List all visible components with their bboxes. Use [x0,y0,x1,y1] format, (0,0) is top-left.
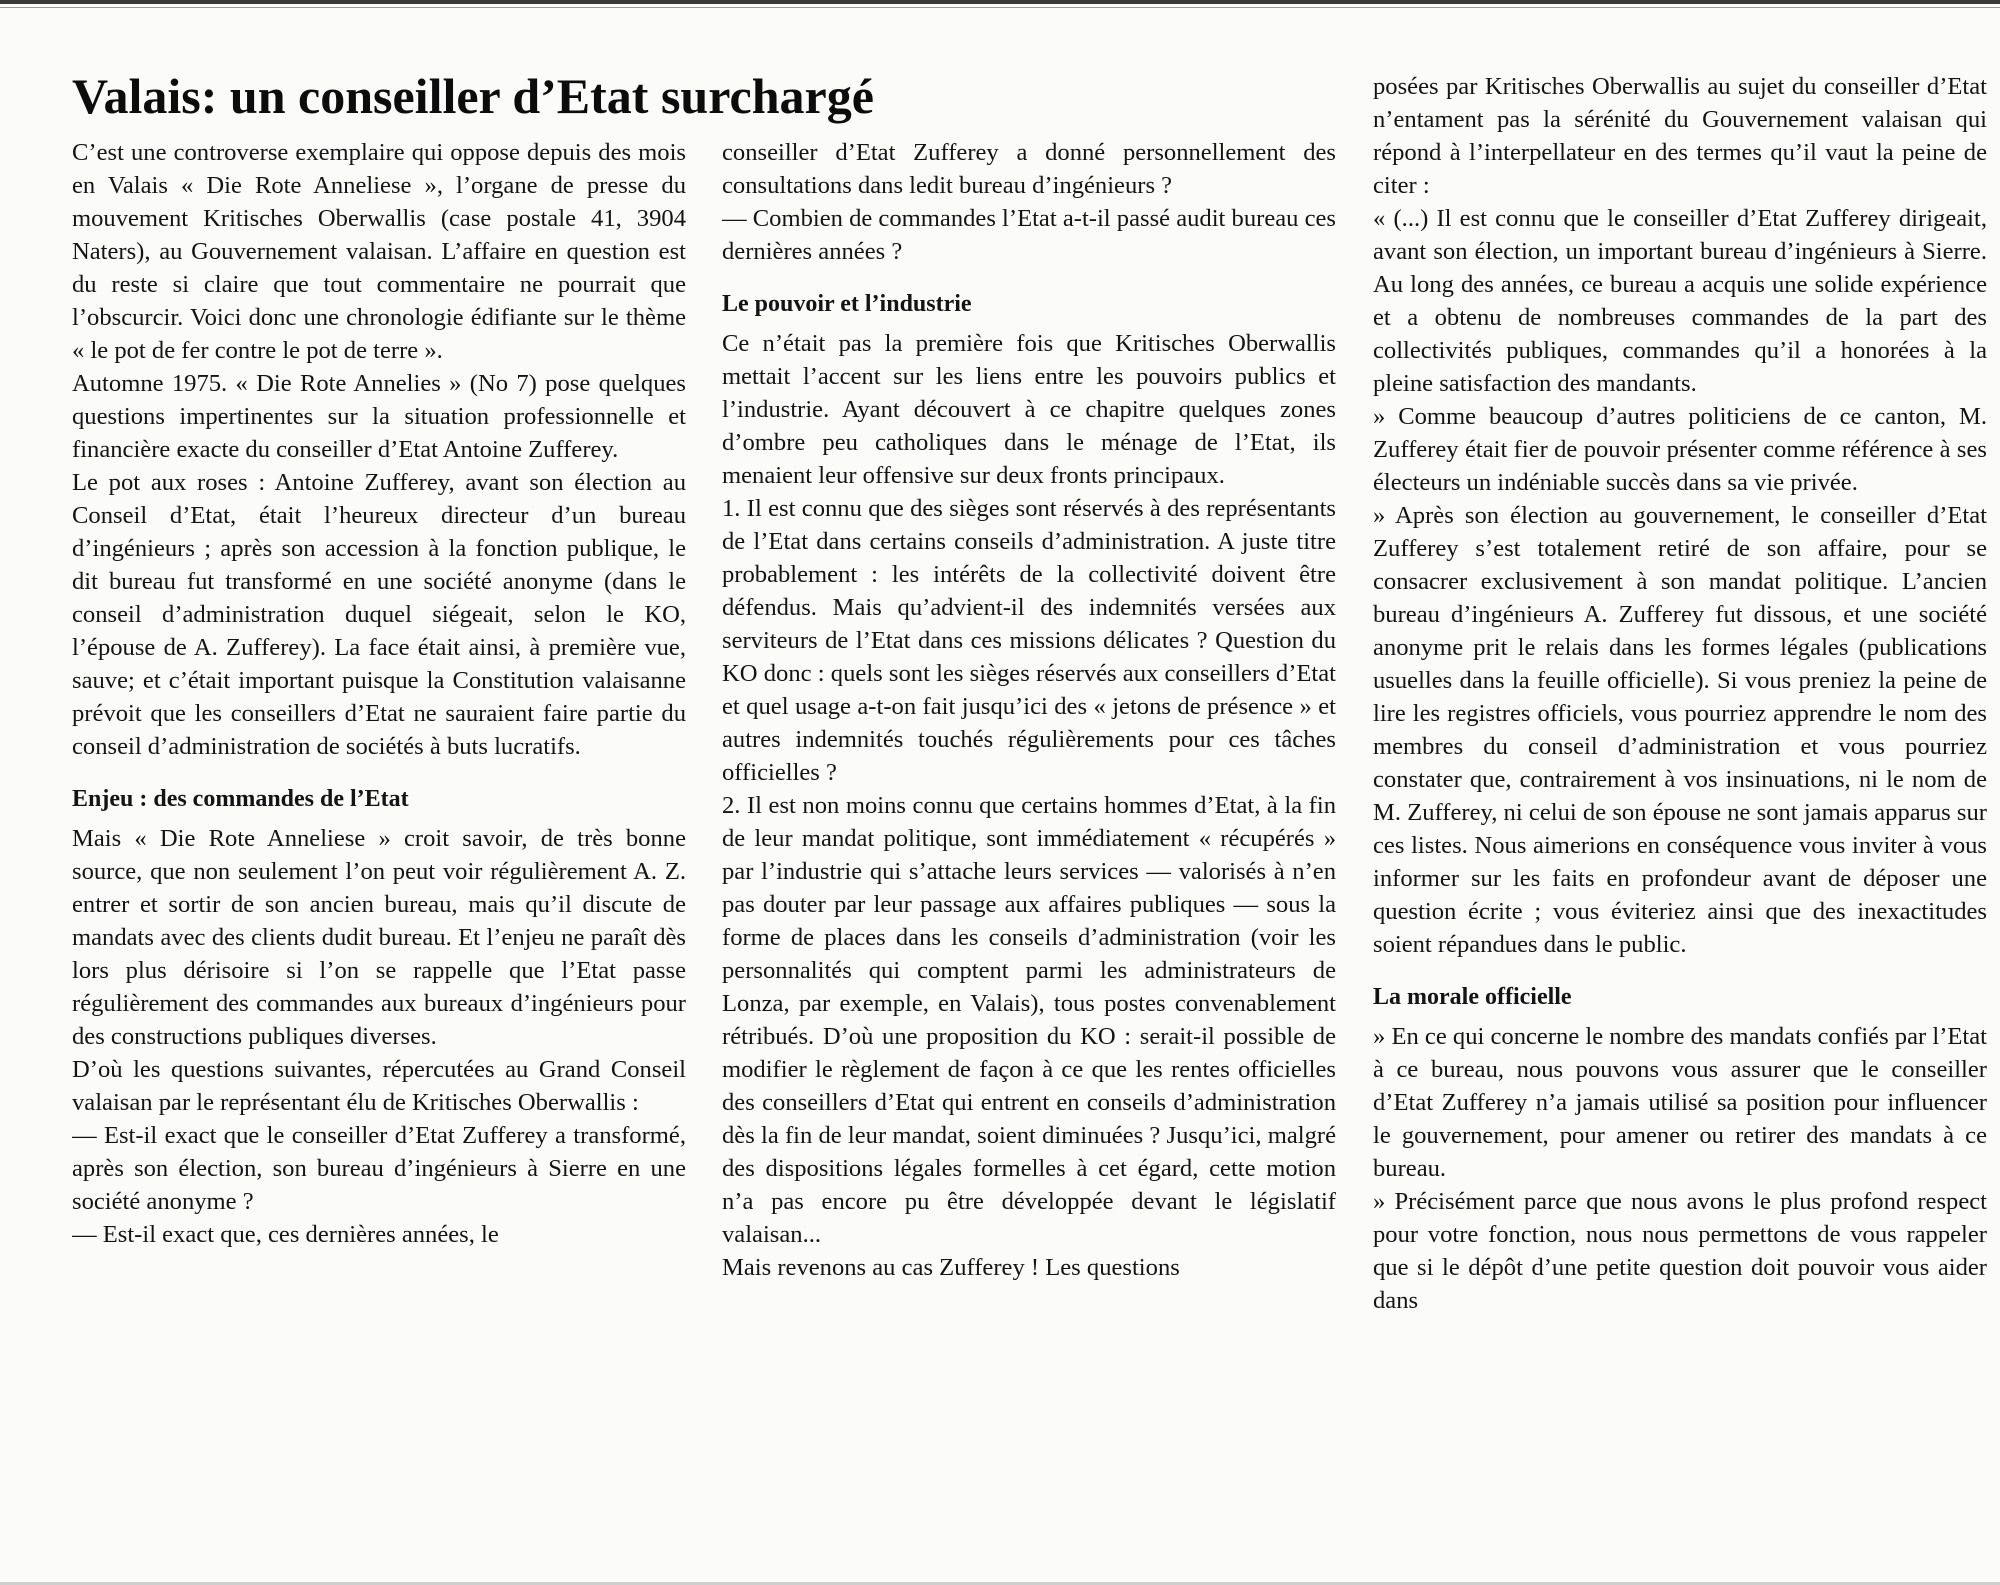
paragraph: Le pot aux roses : Antoine Zufferey, avant son élection au Conseil d’Etat, était l’heureux directeur d’un bureau d’ingénieurs ; après son accession à la fonction publique, le dit bureau fut transformé en une société anonyme (dans le conseil d’administration duquel siégeait, selon le KO, l’épouse de A. Zufferey). La face était ainsi, à première vue, sauve; et c’était important puisque la Constitution valaisanne prévoit que les conseillers d’Etat ne sauraient faire partie du conseil d’administration de sociétés à buts lucratifs. [72,469,686,760]
article-headline: Valais: un conseiller d’Etat surchargé [72,68,874,124]
paragraph: « (...) Il est connu que le conseiller d’Etat Zufferey dirigeait, avant son élection, un important bureau d’ingénieurs à Sierre. Au long des années, ce bureau a acquis une solide expérience et a obtenu de nombreuses commandes de la part des collectivités publiques, commandes qu’il a honorées à la pleine satisfaction des mandants. [1373,205,1987,397]
paragraph: Ce n’était pas la première fois que Kritisches Oberwallis mettait l’accent sur les liens entre les pouvoirs publics et l’industrie. Ayant découvert à ce chapitre quelques zones d’ombre peu catholiques dans le ménage de l’Etat, ils menaient leur offensive sur deux fronts principaux. [722,330,1336,489]
paragraph: posées par Kritisches Oberwallis au sujet du conseiller d’Etat n’entament pas la sérénité du Gouvernement valaisan qui répond à l’interpellateur en des termes qu’il vaut la peine de citer : [1373,73,1987,199]
paragraph: — Combien de commandes l’Etat a-t-il passé audit bureau ces dernières années ? [722,205,1336,265]
paragraph: » Comme beaucoup d’autres politiciens de ce canton, M. Zufferey était fier de pouvoir présenter comme référence à ses électeurs un indéniable succès dans sa vie privée. [1373,403,1987,496]
article-column-3 [1373,70,1987,1556]
paragraph: — Est-il exact que, ces dernières années, le [72,1221,499,1248]
top-border-thin-rule [0,7,2000,8]
paragraph: » Précisément parce que nous avons le plus profond respect pour votre fonction, nous nous permettons de vous rappeler que si le dépôt d’une petite question doit pouvoir vous aider dans [1373,1188,1987,1314]
paragraph: 2. Il est non moins connu que certains hommes d’Etat, à la fin de leur mandat politique, sont immédiatement « récupérés » par l’industrie qui s’attache leurs services — valorisés à n’en pas douter par leur passage aux affaires publiques — sous la forme de places dans les conseils d’administration (voir les personnalités qui comptent parmi les administrateurs de Lonza, par exemple, en Valais), tous postes convenablement rétribués. D’où une proposition du KO : serait-il possible de modifier le règlement de façon à ce que les rentes officielles des conseillers d’Etat qui entrent en conseils d’administration dès la fin de leur mandat, soient diminuées ? Jusqu’ici, malgré des dispositions légales formelles à cet égard, cette motion n’a pas encore pu être développée devant le législatif valaisan... [722,792,1336,1248]
paragraph: — Est-il exact que le conseiller d’Etat Zufferey a transformé, après son élection, son bureau d’ingénieurs à Sierre en une société anonyme ? [72,1122,686,1215]
paragraph: Automne 1975. « Die Rote Annelies » (No 7) pose quelques questions impertinentes sur la situation professionnelle et financière exacte du conseiller d’Etat Antoine Zufferey. [72,370,686,463]
subheading-pouvoir-industrie: Le pouvoir et l’industrie [722,291,972,317]
paragraph: D’où les questions suivantes, répercutées au Grand Conseil valaisan par le représentant élu de Kritisches Oberwallis : [72,1056,686,1116]
paragraph: » En ce qui concerne le nombre des mandats confiés par l’Etat à ce bureau, nous pouvons vous assurer que le conseiller d’Etat Zufferey n’a jamais utilisé sa position pour influencer le gouvernement, pour amener ou retirer des mandats à ce bureau. [1373,1023,1987,1182]
paragraph: » Après son élection au gouvernement, le conseiller d’Etat Zufferey s’est totalement retiré de son affaire, pour se consacrer exclusivement à son mandat politique. L’ancien bureau d’ingénieurs A. Zufferey fut dissous, et une société anonyme prit le relais dans les formes légales (publications usuelles dans la feuille officielle). Si vous preniez la peine de lire les registres officiels, vous pourriez apprendre le nom des membres du conseil d’administration et vous pourriez constater que, contrairement à vos insinuations, ni le nom de M. Zufferey, ni celui de son épouse ne sont jamais apparus sur ces listes. Nous aimerions en conséquence vous inviter à vous informer sur les faits en profondeur avant de déposer une question écrite ; vous éviteriez ainsi que des inexactitudes soient répandues dans le public. [1373,502,1987,958]
paragraph: Mais revenons au cas Zufferey ! Les questions [722,1254,1180,1281]
paragraph: 1. Il est connu que des sièges sont réservés à des représentants de l’Etat dans certains conseils d’administration. A juste titre probablement : les intérêts de la collectivité doivent être défendus. Mais qu’advient-il des indemnités versées aux serviteurs de l’Etat dans ces missions délicates ? Question du KO donc : quels sont les sièges réservés aux conseillers d’Etat et quel usage a-t-on fait jusqu’ici des « jetons de présence » et autres indemnités touchés régulièrements pour ces tâches officielles ? [722,495,1336,786]
paragraph: conseiller d’Etat Zufferey a donné personnellement des consultations dans ledit bureau d’ingénieurs ? [722,139,1336,199]
article-column-2 [722,136,1336,1556]
paragraph: C’est une controverse exemplaire qui oppose depuis des mois en Valais « Die Rote Anneliese », l’organe de presse du mouvement Kritisches Oberwallis (case postale 41, 3904 Naters), au Gouvernement valaisan. L’affaire en question est du reste si claire que tout commentaire ne pourrait que l’obscurcir. Voici donc une chronologie édifiante sur le thème « le pot de fer contre le pot de terre ». [72,139,686,364]
top-border-rule [0,0,2000,4]
subheading-enjeu: Enjeu : des commandes de l’Etat [72,786,409,812]
subheading-morale-officielle: La morale officielle [1373,984,1572,1010]
paragraph: Mais « Die Rote Anneliese » croit savoir, de très bonne source, que non seulement l’on peut voir régulièrement A. Z. entrer et sortir de son ancien bureau, mais qu’il discute de mandats avec des clients dudit bureau. Et l’enjeu ne paraît dès lors plus dérisoire si l’on se rappelle que l’Etat passe régulièrement des commandes aux bureaux d’ingénieurs pour des constructions publiques diverses. [72,825,686,1050]
article-column-1 [72,136,686,1556]
